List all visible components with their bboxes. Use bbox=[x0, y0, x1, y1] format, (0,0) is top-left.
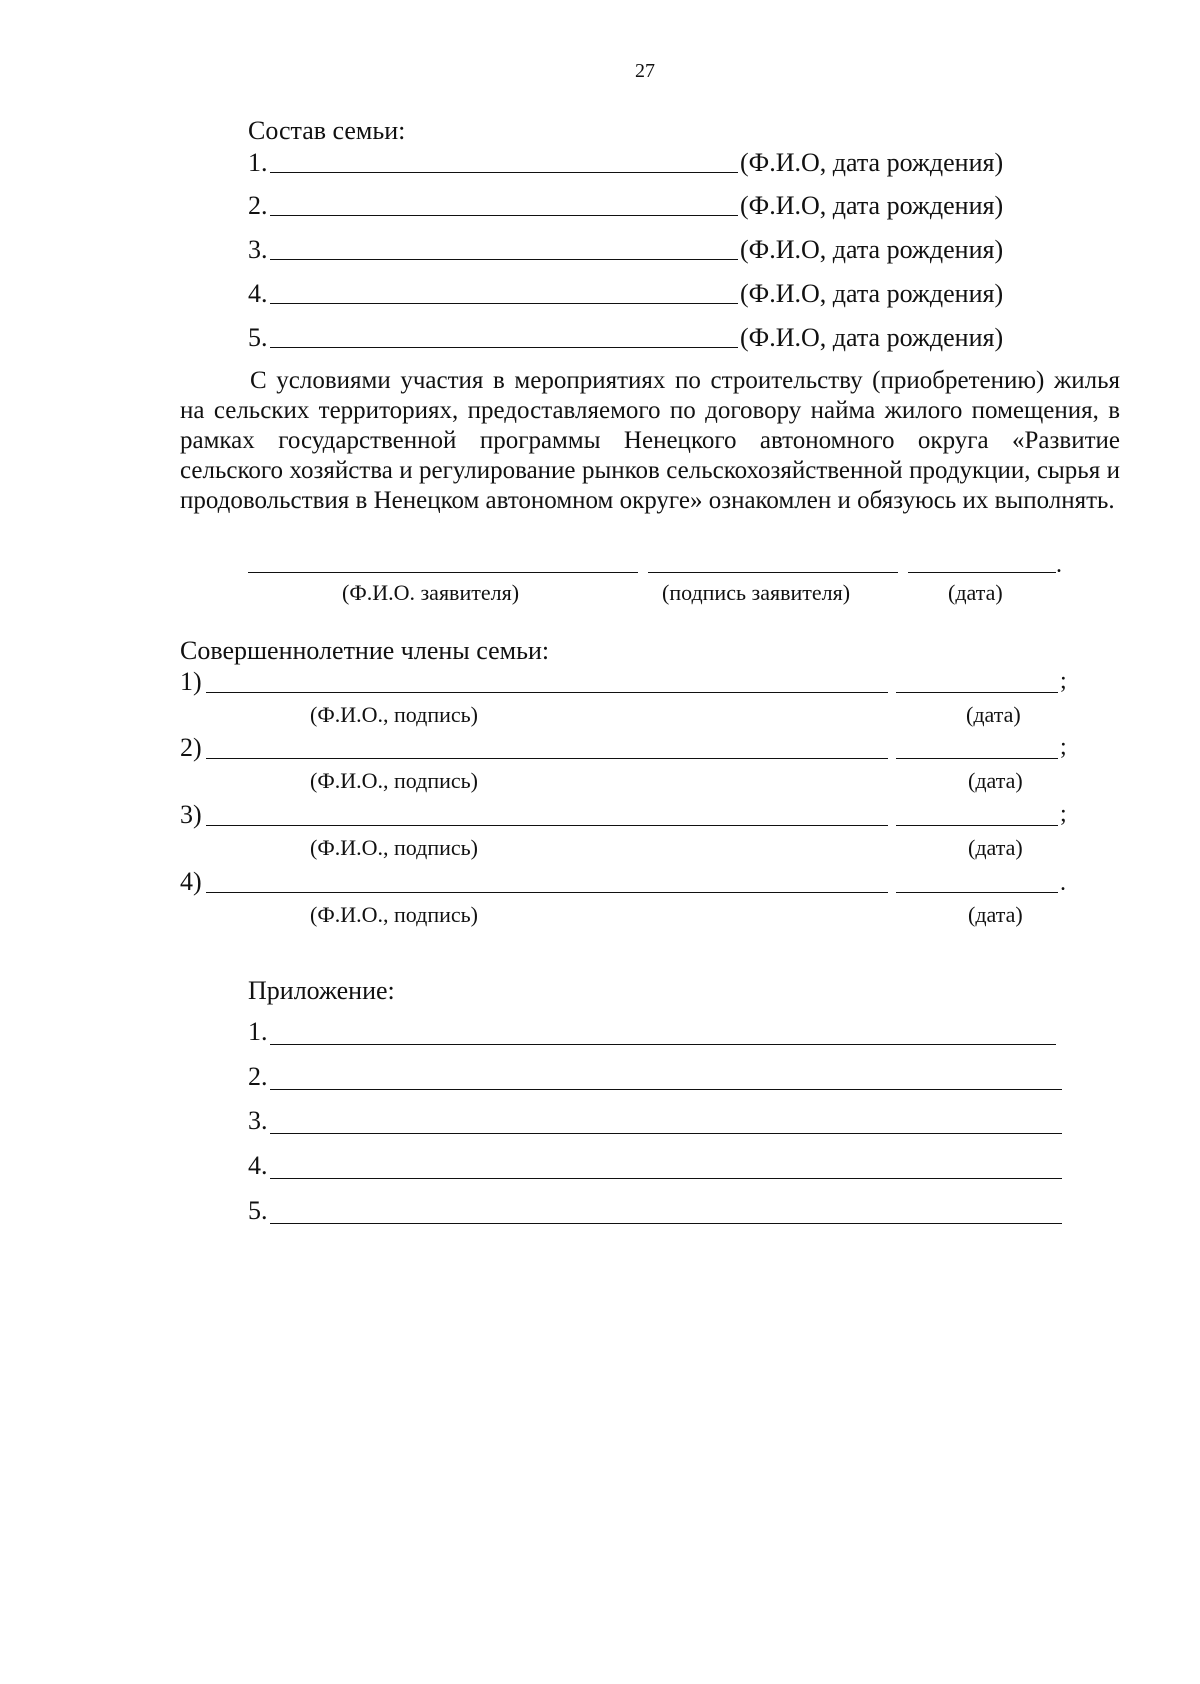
attachment-row-number: 4. bbox=[248, 1151, 268, 1180]
adult-row-number: 2) bbox=[180, 733, 202, 762]
adult-row-number: 4) bbox=[180, 867, 202, 896]
adult-name-line[interactable] bbox=[206, 825, 888, 826]
applicant-name-caption: (Ф.И.О. заявителя) bbox=[342, 580, 520, 605]
adults-heading: Совершеннолетние члены семьи: bbox=[180, 636, 550, 665]
family-row-hint: (Ф.И.О, дата рождения) bbox=[740, 323, 1004, 352]
family-row bbox=[248, 235, 1008, 267]
consent-paragraph bbox=[180, 366, 1120, 516]
family-row-number: 5. bbox=[248, 323, 268, 352]
attachment-row-number: 5. bbox=[248, 1196, 268, 1225]
adult-date-line[interactable] bbox=[896, 892, 1058, 893]
adult-name-caption: (Ф.И.О., подпись) bbox=[310, 835, 478, 860]
adult-name-line[interactable] bbox=[206, 692, 888, 693]
family-row-number: 3. bbox=[248, 235, 268, 264]
adult-date-caption: (дата) bbox=[968, 835, 1023, 860]
adult-date-line[interactable] bbox=[896, 758, 1058, 759]
family-row-hint: (Ф.И.О, дата рождения) bbox=[740, 191, 1004, 220]
attachment-line[interactable] bbox=[270, 1178, 1062, 1179]
family-row-blank[interactable] bbox=[270, 259, 738, 260]
adult-date-line[interactable] bbox=[896, 825, 1058, 826]
family-row bbox=[248, 323, 1008, 355]
adult-name-caption: (Ф.И.О., подпись) bbox=[310, 768, 478, 793]
attachments-heading: Приложение: bbox=[248, 976, 395, 1005]
family-row-number: 2. bbox=[248, 191, 268, 220]
adult-date-caption: (дата) bbox=[966, 702, 1021, 727]
applicant-name-line[interactable] bbox=[248, 572, 638, 573]
applicant-signature-line[interactable] bbox=[648, 572, 898, 573]
adult-name-caption: (Ф.И.О., подпись) bbox=[310, 902, 478, 927]
attachment-row-number: 1. bbox=[248, 1017, 268, 1046]
attachment-line[interactable] bbox=[270, 1044, 1056, 1045]
family-row-number: 1. bbox=[248, 148, 268, 177]
applicant-date-caption: (дата) bbox=[948, 580, 1003, 605]
attachment-line[interactable] bbox=[270, 1089, 1062, 1090]
adult-row-number: 1) bbox=[180, 667, 202, 696]
adult-date-caption: (дата) bbox=[968, 768, 1023, 793]
attachment-line[interactable] bbox=[270, 1223, 1062, 1224]
consent-text: С условиями участия в мероприятиях по строительству (приобретению) жилья на сельских территориях, предоставляемого по договору найма жилого помещения, в рамках государственной программы Ненецкого автономного округа «Развитие сельского хозяйства и регулирование рынков сельскохозяйственной продукции, сырья и продовольствия в Ненецком автономном округе» ознакомлен и обязуюсь их выполнять. bbox=[180, 367, 1120, 514]
applicant-line-end: . bbox=[1056, 552, 1062, 578]
adult-date-caption: (дата) bbox=[968, 902, 1023, 927]
family-heading: Состав семьи: bbox=[248, 116, 406, 145]
family-row bbox=[248, 148, 1008, 180]
attachment-row-number: 2. bbox=[248, 1062, 268, 1091]
family-row-blank[interactable] bbox=[270, 172, 738, 173]
adult-name-caption: (Ф.И.О., подпись) bbox=[310, 702, 478, 727]
family-row-blank[interactable] bbox=[270, 347, 738, 348]
family-row-hint: (Ф.И.О, дата рождения) bbox=[740, 279, 1004, 308]
family-row-number: 4. bbox=[248, 279, 268, 308]
family-row-hint: (Ф.И.О, дата рождения) bbox=[740, 148, 1004, 177]
applicant-signature-caption: (подпись заявителя) bbox=[662, 580, 851, 605]
adult-row-end: ; bbox=[1060, 734, 1067, 760]
adult-name-line[interactable] bbox=[206, 892, 888, 893]
page-number: 27 bbox=[635, 60, 655, 82]
adult-name-line[interactable] bbox=[206, 758, 888, 759]
attachment-row-number: 3. bbox=[248, 1106, 268, 1135]
family-row bbox=[248, 279, 1008, 311]
family-row-hint: (Ф.И.О, дата рождения) bbox=[740, 235, 1004, 264]
adult-row-end: ; bbox=[1060, 801, 1067, 827]
family-row-blank[interactable] bbox=[270, 215, 738, 216]
adult-row-end: ; bbox=[1060, 668, 1067, 694]
family-row-blank[interactable] bbox=[270, 303, 738, 304]
adult-row-end: . bbox=[1060, 870, 1066, 896]
applicant-date-line[interactable] bbox=[908, 572, 1056, 573]
attachment-line[interactable] bbox=[270, 1133, 1062, 1134]
family-row bbox=[248, 191, 1008, 223]
adult-row-number: 3) bbox=[180, 800, 202, 829]
adult-date-line[interactable] bbox=[896, 692, 1058, 693]
